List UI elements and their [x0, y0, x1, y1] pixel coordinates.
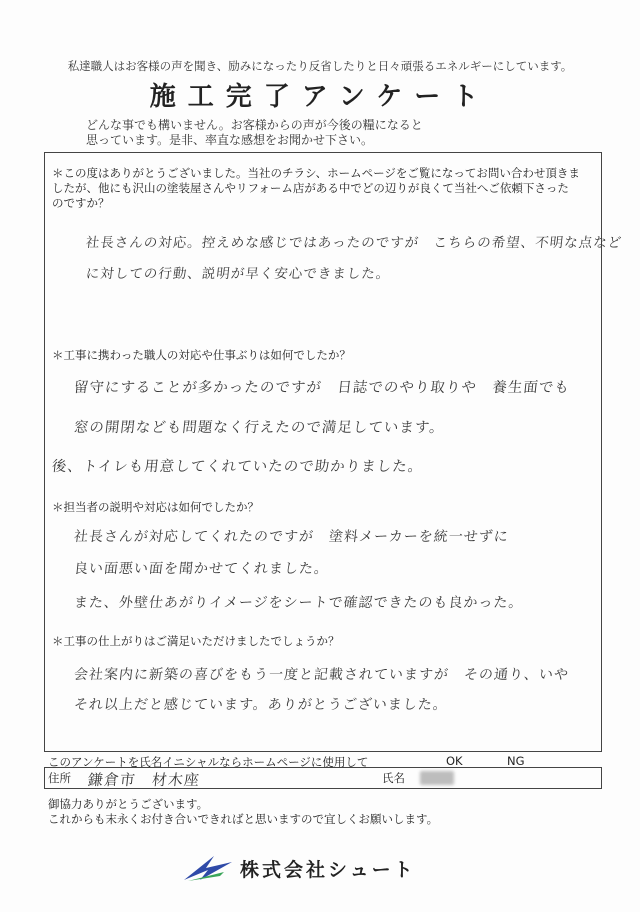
address-value: 鎌倉市 材木座 [87, 771, 201, 789]
question-3-line-1: ＊担当者の説明や対応は如何でしたか？ [52, 500, 259, 514]
question-1 [52, 166, 580, 211]
survey-title: 施工完了アンケート [149, 82, 491, 112]
question-1-line-3: のですか？ [52, 196, 110, 210]
thanks-text: 御協力ありがとうございます。 [48, 797, 209, 811]
consent-ng: NG [507, 754, 525, 768]
homepage-consent: このアンケートを氏名イニシャルならホームページに使用して [48, 755, 369, 769]
name-label: 氏名 [382, 771, 405, 785]
company-name: 株式会社シュート [240, 859, 416, 881]
answer-3-line-1: 社長さんが対応してくれたのですが 塗料メーカーを統一せずに [73, 529, 510, 545]
answer-1-line-2: に対しての行動、説明が早く安心できました。 [84, 266, 392, 282]
answer-3-line-2: 良い面悪い面を聞かせてくれました。 [73, 561, 330, 577]
answer-4-line-2: それ以上だと感じています。ありがとうございました。 [73, 697, 449, 713]
question-1-line-2: したが、他にも沢山の塗装屋さんやリフォーム店がある中でどの辺りが良くて当社へご依頼下さった [52, 181, 569, 195]
name-redacted [420, 771, 454, 785]
intro-text: 私達職人はお客様の声を聞き、励みになったり反省したりと日々頑張るエネルギーにしています。 [67, 59, 573, 73]
question-2 [52, 348, 351, 363]
answer-3-line-3: また、外壁仕あがりイメージをシートで確認できたのも良かった。 [73, 595, 525, 611]
subtitle-line-2: 思っています。是非、率直な感想をお聞かせ下さい。 [86, 133, 374, 147]
question-3 [52, 500, 259, 515]
question-4-line-1: ＊工事の仕上がりはご満足いただけましたでしょうか？ [52, 634, 340, 648]
company-logo-icon [180, 852, 238, 884]
question-4 [52, 634, 340, 649]
consent-ok: OK [446, 754, 463, 768]
subtitle-line-1: どんな事でも構いません。お客様からの声が今後の糧になると [86, 118, 423, 132]
question-1-line-1: ＊この度はありがとうございました。当社のチラシ、ホームページをご覧になってお問い合わせ頂きま [52, 166, 580, 180]
answer-2-line-2: 窓の開閉なども問題なく行えたので満足しています。 [73, 420, 446, 436]
closing-text: これからも末永くお付き合いできればと思いますので宜しくお願いします。 [48, 812, 439, 826]
answer-4-line-1: 会社案内に新築の喜びをもう一度と記載されていますが その通り、いや [73, 667, 570, 683]
question-2-line-1: ＊工事に携わった職人の対応や仕事ぶりは如何でしたか？ [52, 348, 351, 362]
answer-1-line-1: 社長さんの対応。控えめな感じではあったのですが こちらの希望、不明な点など [84, 235, 624, 251]
answer-2-line-3: 後、トイレも用意してくれていたので助かりました。 [51, 459, 424, 475]
address-label: 住所 [48, 771, 71, 785]
subtitle [86, 118, 423, 148]
answer-2-line-1: 留守にすることが多かったのですが 日誌でのやり取りや 養生面でも [73, 380, 571, 396]
